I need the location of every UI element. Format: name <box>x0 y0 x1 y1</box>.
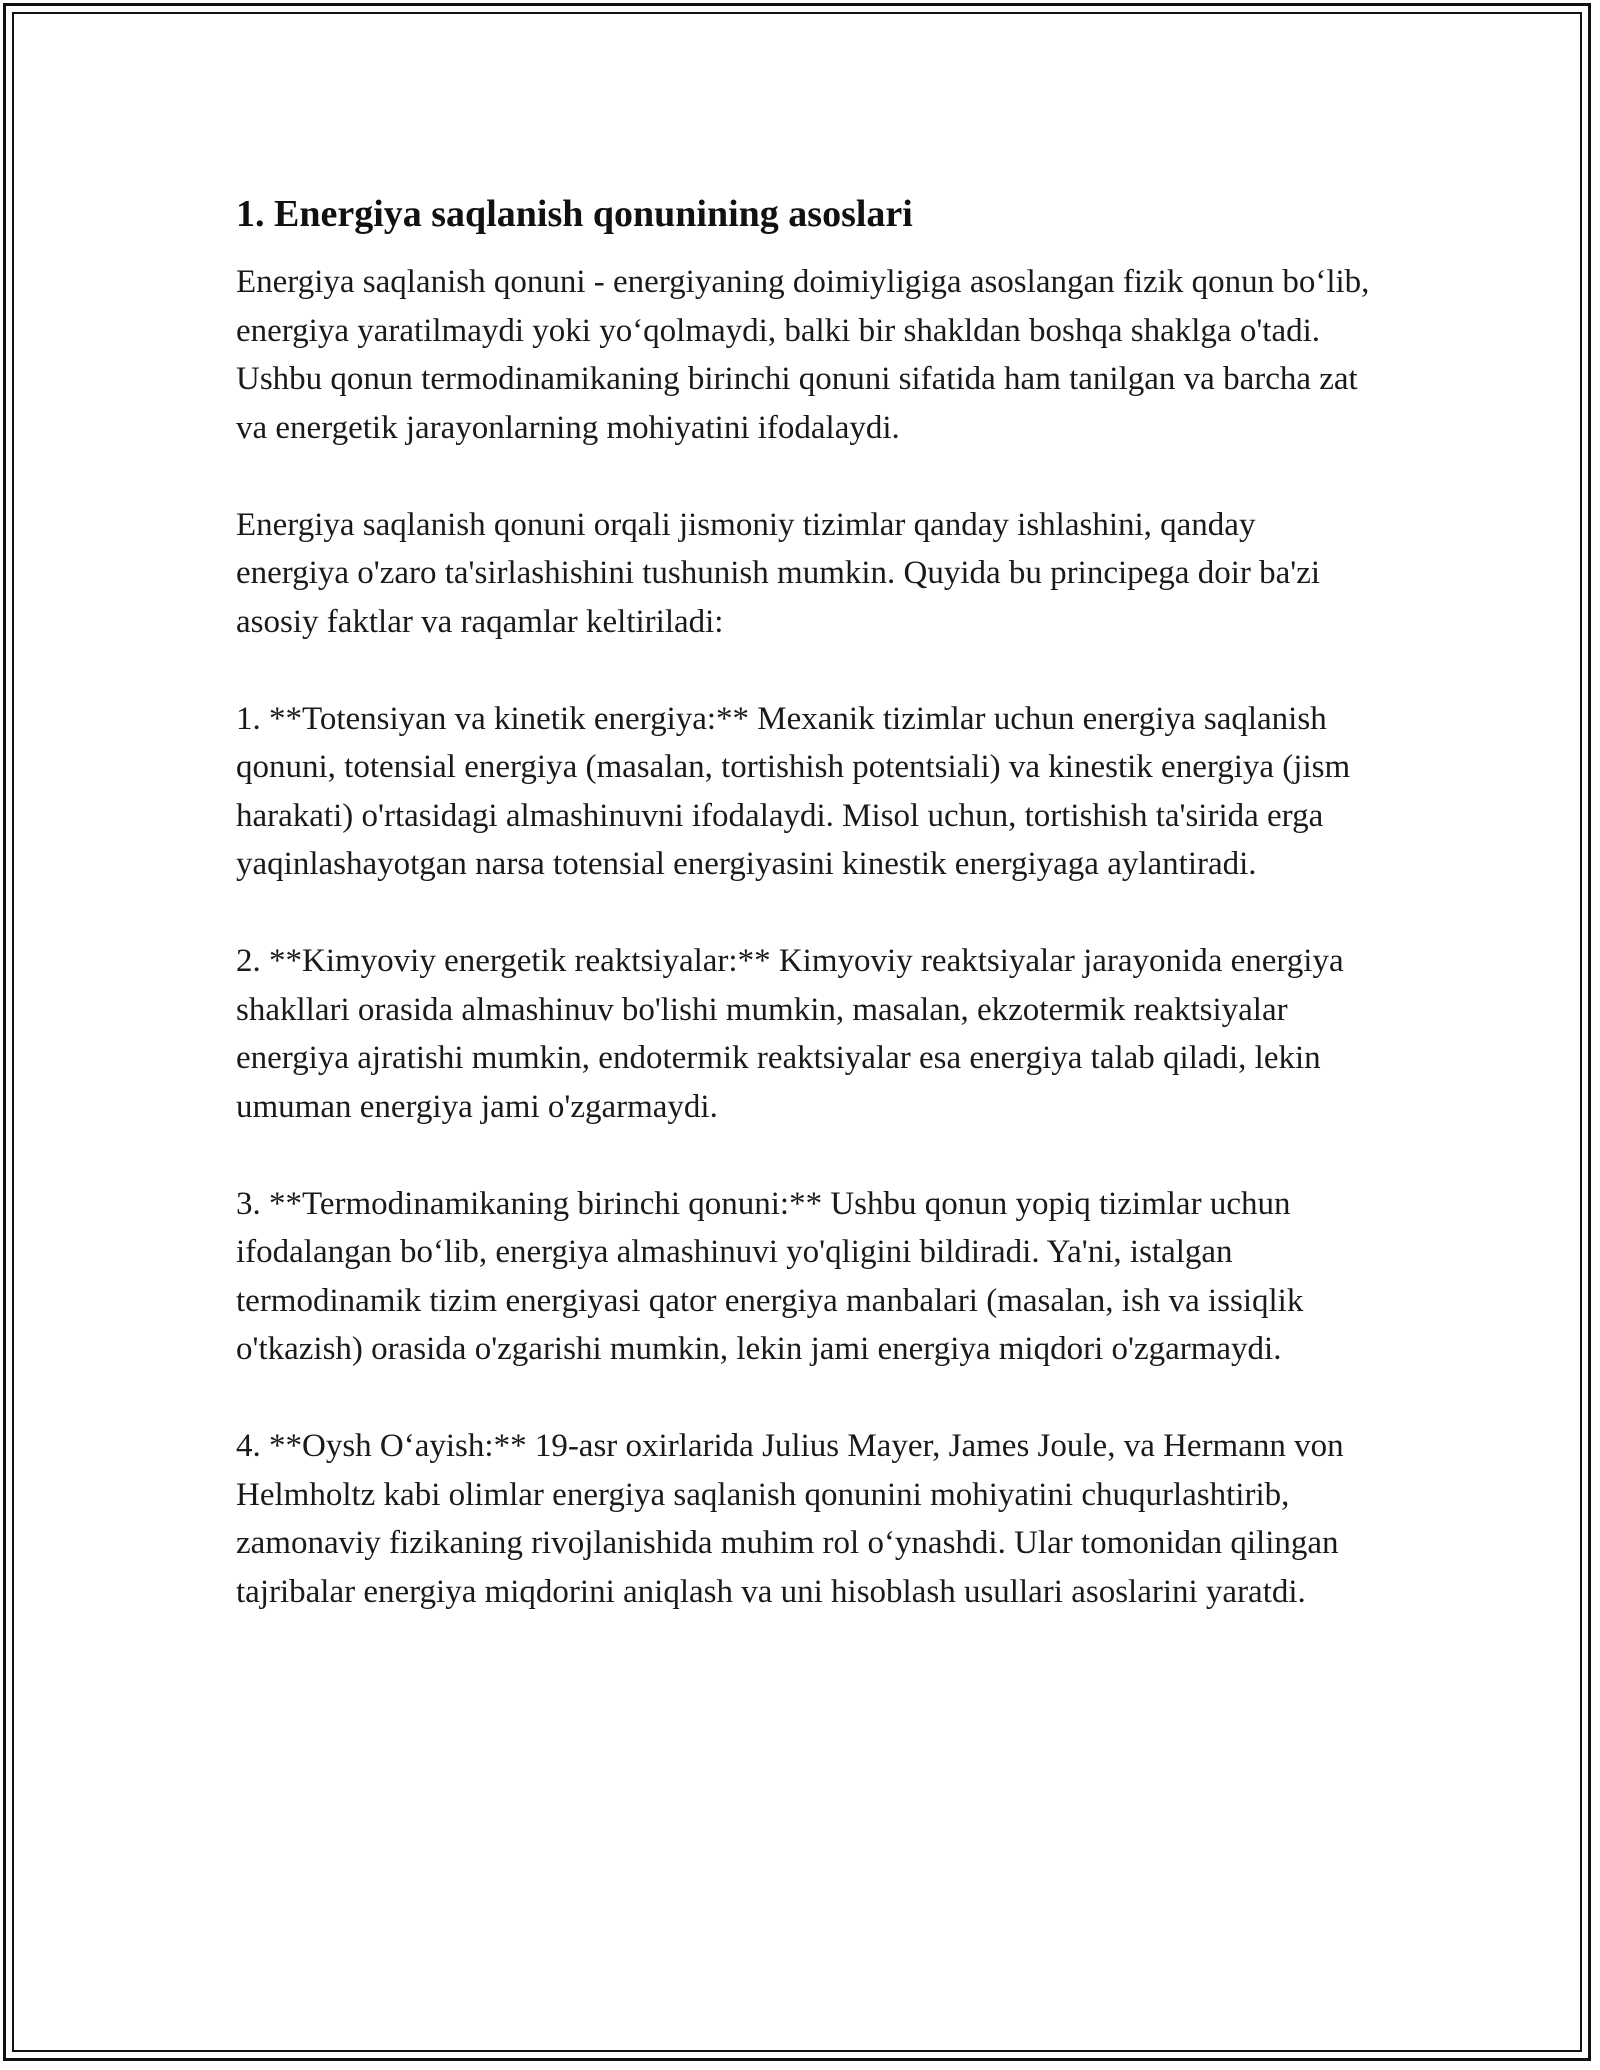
document-body <box>236 190 1376 1665</box>
list-item-historical-note: 4. **Oysh O‘ayish:** 19-asr oxirlarida Julius Mayer, James Joule, va Hermann von Helmholtz kabi olimlar energiya saqlanish qonunini mohiyatini chuqurlashtirib, zamonaviy fizikaning rivojlanishida muhim rol o‘ynashdi. Ular tomonidan qilingan tajribalar energiya miqdorini aniqlash va uni hisoblash usullari asoslarini yaratdi. <box>236 1428 1344 1610</box>
page-title: 1. Energiya saqlanish qonunining asoslari <box>236 193 913 235</box>
paragraph-overview: Energiya saqlanish qonuni orqali jismoniy tizimlar qanday ishlashini, qanday energiya o'zaro ta'sirlashishini tushunish mumkin. Quyida bu principega doir ba'zi asosiy faktlar va raqamlar keltiriladi: <box>236 506 1321 640</box>
list-item-chemical-reactions: 2. **Kimyoviy energetik reaktsiyalar:** Kimyoviy reaktsiyalar jarayonida energiya shakllari orasida almashinuv bo'lishi mumkin, masalan, ekzotermik reaktsiyalar energiya ajratishi mumkin, endotermik reaktsiyalar esa energiya talab qiladi, lekin umuman energiya jami o'zgarmaydi. <box>236 943 1344 1125</box>
list-item-potential-kinetic-energy: 1. **Totensiyan va kinetik energiya:** Mexanik tizimlar uchun energiya saqlanish qonuni, totensial energiya (masalan, tortishish potentsiali) va kinestik energiya (jism harakati) o'rtasidagi almashinuvni ifodalaydi. Misol uchun, tortishish ta'sirida erga yaqinlashayotgan narsa totensial energiyasini kinestik energiyaga aylantiradi. <box>236 700 1351 882</box>
list-item-first-law-thermodynamics: 3. **Termodinamikaning birinchi qonuni:** Ushbu qonun yopiq tizimlar uchun ifodalangan bo‘lib, energiya almashinuvi yo'qligini bildiradi. Ya'ni, istalgan termodinamik tizim energiyasi qator energiya manbalari (masalan, ish va issiqlik o'tkazish) orasida o'zgarishi mumkin, lekin jami energiya miqdori o'zgarmaydi. <box>236 1185 1304 1367</box>
paragraph-intro: Energiya saqlanish qonuni - energiyaning doimiyligiga asoslangan fizik qonun bo‘lib, energiya yaratilmaydi yoki yo‘qolmaydi, balki bir shakldan boshqa shaklga o'tadi. Ushbu qonun termodinamikaning birinchi qonuni sifatida ham tanilgan va barcha zat va energetik jarayonlarning mohiyatini ifodalaydi. <box>236 264 1370 446</box>
